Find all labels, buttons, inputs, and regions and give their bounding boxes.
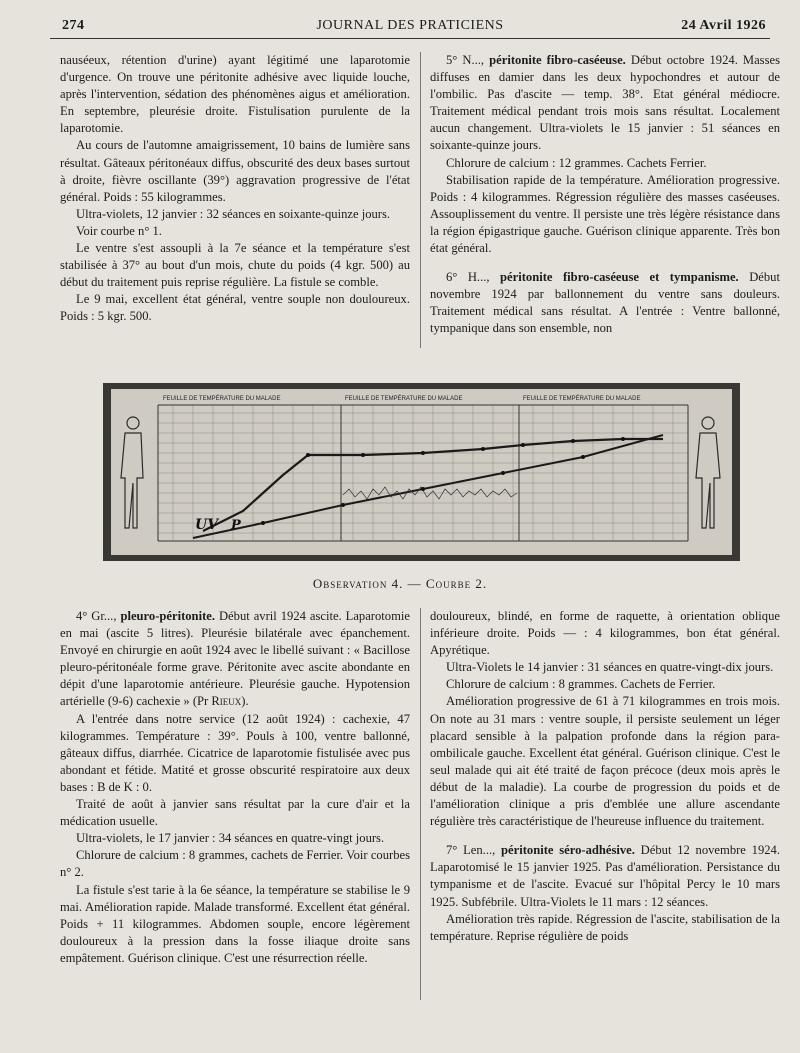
case-text: Début octobre 1924. Masses diffuses en damier dans les deux hypochondres et autour de l'ombilic. Pas d'ascite — temp. 38°. Etat général médiocre. Traitement médical pendant trois mois sans résultat. Localement aucun changement. Ultra-violets le 15 janvier : 51 séances en soixante-quinze jours.: [430, 53, 780, 153]
paragraph: Le 9 mai, excellent état général, ventre souple non douloureux. Poids : 5 kgr. 500.: [60, 292, 410, 324]
issue-date: 24 Avril 1926: [681, 18, 766, 33]
paragraph: Ultra-Violets le 14 janvier : 31 séances en quatre-vingt-dix jours.: [446, 660, 774, 675]
paragraph: Chlorure de calcium : 8 grammes, cachets de Ferrier. Voir courbes n° 2.: [60, 848, 410, 880]
column-top-right: [430, 52, 780, 338]
case-5-paragraph: [430, 52, 780, 155]
column-top-left: [60, 52, 410, 326]
case-number: 7° Len...,: [446, 843, 502, 858]
sheet-label: FEUILLE DE TEMPÉRATURE DU MALADE: [523, 396, 641, 402]
case-title: pleuro-péritonite.: [120, 609, 215, 623]
paragraph: Au cours de l'automne amaigrissement, 10 bains de lumière sans résultat. Gâteaux péritonéaux diffus, obscurité des deux bases surtout à droite, fièvre oscillante (39°) aggravation progressive de l'état général. Poids : 55 kilogrammes.: [60, 138, 410, 204]
paragraph: A l'entrée dans notre service (12 août 1924) : cachexie, 47 kilogrammes. Température : 39°. Pouls à 100, ventre ballonné, gâteaux diffus, diarrhée. Cicatrice de laparotomie fistulisée avec pus abondant et fétide. Matité et grosse obscurité respiratoire aux deux bases : B de K : 0.: [60, 711, 410, 794]
case-title: péritonite fibro-caséeuse et tympanisme.: [500, 270, 739, 285]
paragraph: Amélioration progressive de 61 à 71 kilogrammes en trois mois. On note au 31 mars : ventre souple, il persiste seulement un léger placard sensible à la palpation profonde dans la région para-ombilicale gauche. Excellent état général. Guérison clinique. C'est le seul malade qui ait été traité de façon précoce (deux mois après le début de la maladie). La courbe de progression du poids et de l'amélioration clinique a pris d'emblée une allure ascendante régulière très caractéristique de l'heureuse influence du traitement.: [430, 694, 780, 829]
case-4-paragraph: [60, 608, 410, 711]
cited-author: Rieux: [211, 694, 242, 709]
paragraph: Amélioration très rapide. Régression de l'ascite, stabilisation de la température. Reprise régulière de poids: [430, 911, 780, 943]
paragraph: Le ventre s'est assoupli à la 7e séance et la température s'est stabilisée à 37° au bout d'un mois, chute du poids (4 kgr. 500) au début du traitement puis reprise régulière. La fistule se comble.: [60, 241, 410, 290]
running-header: [50, 18, 770, 39]
paragraph: Stabilisation rapide de la température. Amélioration progressive. Poids : 4 kilogrammes. Régression régulière des masses caséeuses. Assouplissement du ventre. Il persiste une très légère résistance dans la région épigastrique gauche. Guérison clinique apparente. Très bon état général.: [430, 172, 780, 256]
temperature-chart-figure: [103, 383, 740, 561]
curve-label-p: P: [231, 518, 241, 533]
paragraph: Ultra-violets, le 17 janvier : 34 séances en quatre-vingt jours.: [76, 831, 385, 846]
paragraph: Chlorure de calcium : 12 grammes. Cachets Ferrier.: [446, 155, 707, 170]
case-title: péritonite séro-adhésive.: [501, 843, 635, 858]
case-number: 5° N...,: [446, 53, 490, 67]
paragraph: Ultra-violets, 12 janvier : 32 séances en soixante-quinze jours.: [76, 206, 391, 221]
figure-caption: [0, 576, 800, 592]
column-divider: [420, 608, 421, 1000]
case-text: Début avril 1924 ascite. Laparotomie en mai (ascite 5 litres). Pleurésie bilatérale avec épanchement. Envoyé en chirurgie en août 1924 avec le libellé suivant : « Bacillose pleuro-péritonéale forme grave. Péritonite avec ascite abondante en dépit d'une laparotomie antérieure. Pleurésie gauche. Hypotension artérielle (9-6) cachexie » (Pr: [60, 609, 410, 709]
paragraph: Traité de août à janvier sans résultat par la cure d'air et la médication usuelle.: [60, 797, 410, 829]
paragraph: douloureux, blindé, en forme de raquette, à orientation oblique inférieure droite. Poids — : 4 kilogrammes, bon état général. Apyrétique.: [430, 609, 780, 658]
caption-separator: —: [403, 576, 426, 591]
column-bottom-left: [60, 608, 410, 967]
case-number: 4° Gr...,: [76, 609, 121, 623]
case-text: Début 12 novembre 1924. Laparotomisé le 15 janvier 1925. Pas d'amélioration. Persistance du tympanisme et de l'ascite. Evacué sur l'hôpital Percy le 10 mars 1925. Subfébrile. Ultra-Violets le 11 mars : 12 séances.: [430, 843, 780, 909]
caption-curve: Courbe 2.: [425, 576, 488, 591]
paragraph: Chlorure de calcium : 8 grammes. Cachets de Ferrier.: [446, 677, 716, 692]
paragraph: Voir courbe n° 1.: [76, 223, 162, 238]
sheet-label: FEUILLE DE TEMPÉRATURE DU MALADE: [163, 396, 281, 402]
case-text-end: ).: [241, 694, 249, 709]
page-number: 274: [62, 18, 85, 33]
paragraph: La fistule s'est tarie à la 6e séance, la température se stabilise le 9 mai. Amélioration rapide. Malade transformé. Excellent état général. Poids + 11 kilogrammes. Abdomen souple, encore légèrement douloureux à la pression dans la fosse iliaque droite sans empâtement. Guérison clinique. C'est une résurrection réelle.: [60, 882, 410, 965]
caption-observation: Observation 4.: [312, 576, 404, 591]
column-divider: [420, 52, 421, 348]
case-6-paragraph: [430, 269, 780, 337]
journal-title: JOURNAL DES PRATICIENS: [316, 18, 504, 33]
case-text: Début novembre 1924 par ballonnement du ventre sans douleurs. Traitement médical sans résultat. A l'entrée : Ventre ballonné, tympanique dans son ensemble, non: [430, 270, 780, 336]
case-7-paragraph: [430, 842, 780, 910]
curve-label-uv: UV: [195, 517, 219, 533]
sheet-label: FEUILLE DE TEMPÉRATURE DU MALADE: [345, 396, 463, 402]
case-title: péritonite fibro-caséeuse.: [489, 53, 626, 67]
column-bottom-right: [430, 608, 780, 945]
case-number: 6° H...,: [446, 270, 501, 285]
paragraph: nauséeux, rétention d'urine) ayant légitimé une laparotomie d'urgence. On trouve une péritonite adhésive avec liquide louche, après l'intervention, sédation des phénomènes aigus et amélioration. En septembre, pleurésie droite. Fistulisation purulente de la laparotomie.: [60, 53, 410, 136]
